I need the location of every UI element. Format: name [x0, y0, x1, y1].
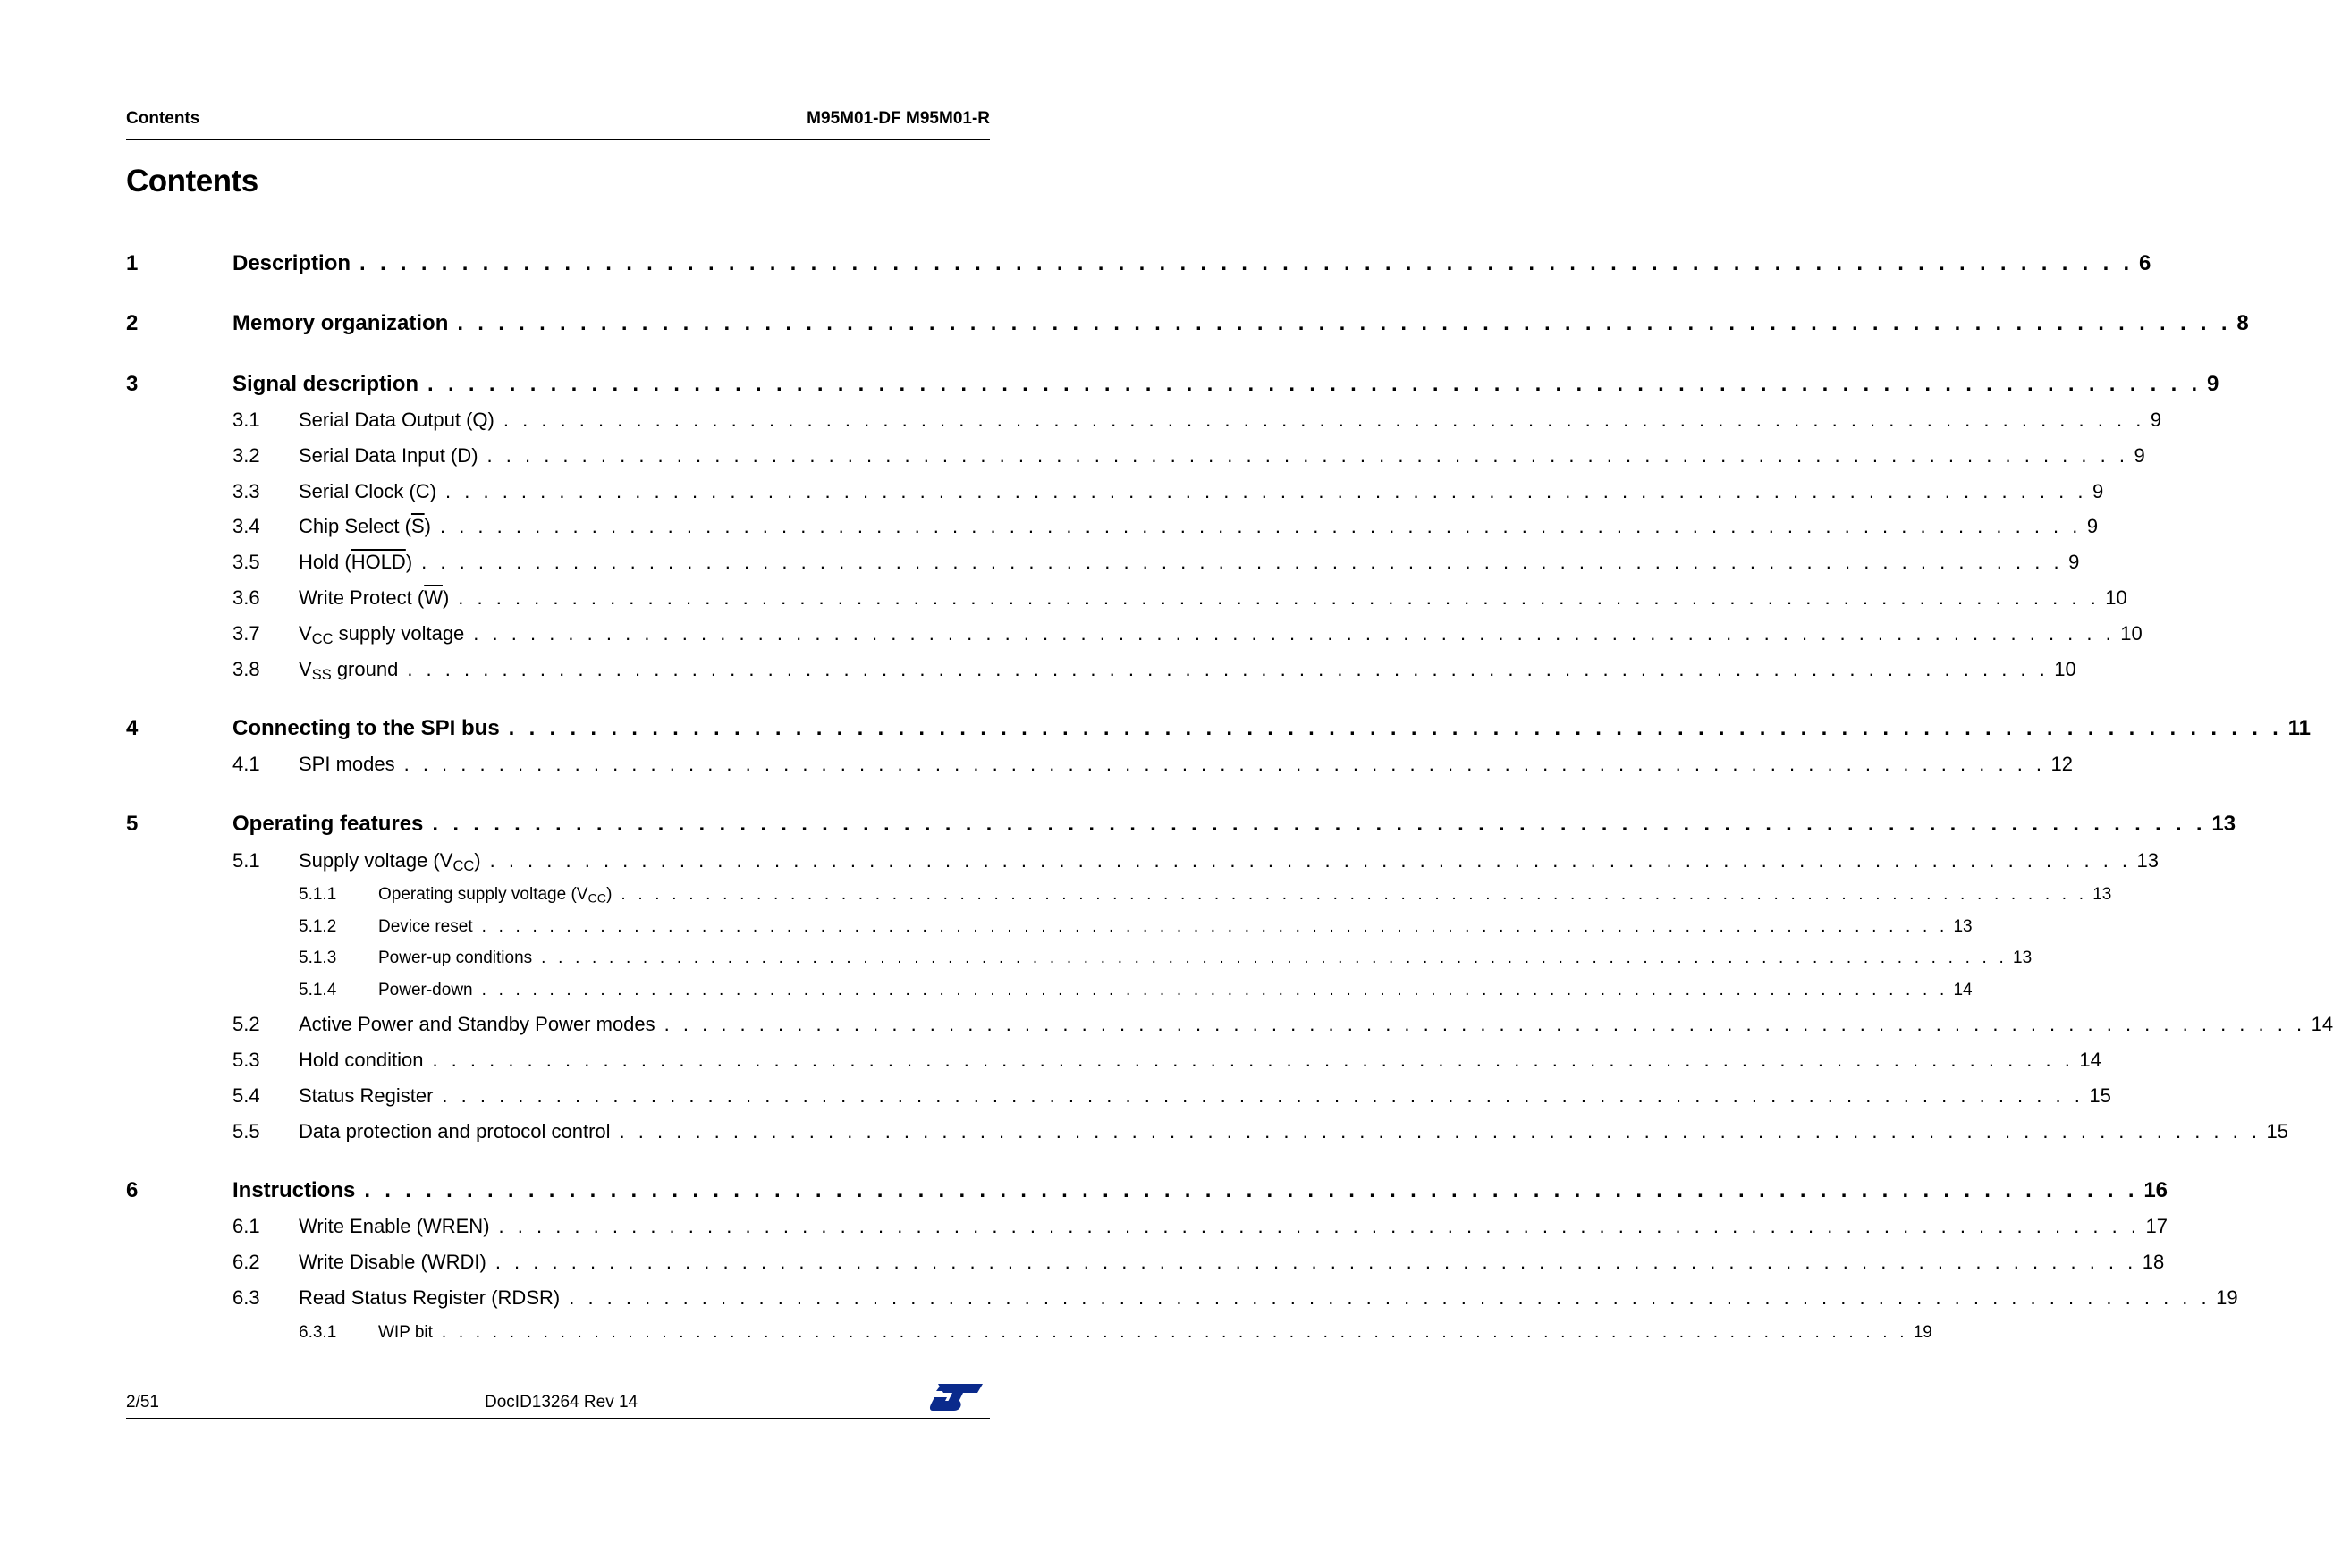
toc-entry-page: 14 [2079, 1049, 2101, 1071]
toc-entry-number: 2 [126, 311, 139, 335]
toc-leader-dots: . . . . . . . . . . . . . . . . . . . . . . . . . . . . . . . . . . . . . . . . . . . . . . . . . . . . . . . . . . . . . . . . . . . . . . . . . . . . . . . . . . . . . . . [619, 1120, 2261, 1142]
toc-entry-title: Serial Data Output (Q) [299, 409, 494, 431]
toc-entry[interactable] [126, 948, 2033, 968]
toc-leader-dots: . . . . . . . . . . . . . . . . . . . . . . . . . . . . . . . . . . . . . . . . . . . . . . . . . . . . . . . . . . . . . . . . . . . . . . . . . . . . . . . . . . . . . . . [458, 586, 2101, 609]
toc-entry[interactable] [126, 1084, 2111, 1108]
toc-entry-title: Hold (HOLD) [299, 551, 413, 573]
toc-leader-dots: . . . . . . . . . . . . . . . . . . . . . . . . . . . . . . . . . . . . . . . . . . . . . . . . . . . . . . . . . . . . . . . . . . . . . . . . . . . . . . . . . . . . . . . [486, 444, 2129, 467]
toc-entry-page: 15 [2266, 1120, 2288, 1142]
toc-entry[interactable] [126, 372, 2219, 397]
toc-entry-page: 9 [2150, 409, 2162, 431]
toc-entry-title: Serial Clock (C) [299, 480, 437, 502]
toc-leader-dots: . . . . . . . . . . . . . . . . . . . . . . . . . . . . . . . . . . . . . . . . . . . . . . . . . . . . . . . . . . . . . . . . . . . . . . . . . . . . . . . . . . . . . . . [494, 1251, 2137, 1273]
toc-entry-number: 6.3 [232, 1286, 260, 1309]
toc-entry[interactable] [126, 1120, 2288, 1143]
toc-entry-page: 9 [2086, 515, 2099, 537]
toc-entry-title: Operating features [232, 812, 424, 836]
toc-entry-title: Power-down [378, 981, 473, 999]
toc-entry-page: 14 [1953, 981, 1973, 999]
toc-entry-title: Write Protect $(\overline{W})$ [299, 586, 450, 609]
toc-entry-number: 4.1 [232, 753, 260, 775]
toc-leader-dots: . . . . . . . . . . . . . . . . . . . . . . . . . . . . . . . . . . . . . . . . . . . . . . . . . . . . . . . . . . . . . . . . . . . . . . . . . . . . . . . . . . . . . . . [481, 917, 1948, 936]
toc-leader-dots: . . . . . . . . . . . . . . . . . . . . . . . . . . . . . . . . . . . . . . . . . . . . . . . . . . . . . . . . . . . . . . . . . . . . . . . . . . . . . . . . . . . . . . . [439, 515, 2082, 537]
toc-entry-number: 5.1.4 [299, 981, 337, 999]
toc-entry-number: 3.1 [232, 409, 260, 431]
toc-entry[interactable] [126, 409, 2162, 432]
toc-entry[interactable] [126, 1323, 1932, 1343]
toc-entry-number: 3.2 [232, 444, 260, 467]
toc-entry-page: 6 [2139, 251, 2151, 275]
toc-leader-dots: . . . . . . . . . . . . . . . . . . . . . . . . . . . . . . . . . . . . . . . . . . . . . . . . . . . . . . . . . . . . . . . . . . . . . . . . . . . . . . . . . . . . . . . [664, 1013, 2306, 1035]
toc-entry-title: Instructions [232, 1178, 356, 1202]
toc-leader-dots: . . . . . . . . . . . . . . . . . . . . . . . . . . . . . . . . . . . . . . . . . . . . . . . . . . . . . . . . . . . . . . . . . . . . . . . . . . . . . . . . . . . . . . . [481, 981, 1948, 999]
toc-entry[interactable] [126, 1178, 2168, 1203]
toc-leader-dots: . . . . . . . . . . . . . . . . . . . . . . . . . . . . . . . . . . . . . . . . . . . . . . . . . . . . . . . . . . . . . . . . . . . . . . . . . . . . . . . . . . . . . . . [503, 409, 2145, 431]
toc-leader-dots: . . . . . . . . . . . . . . . . . . . . . . . . . . . . . . . . . . . . . . . . . . . . . . . . . . . . . . . . . . . . . . . . . . . . . . . . . . . . . . . . . . . . . . . [432, 1049, 2075, 1071]
toc-entry-title: Data protection and protocol control [299, 1120, 611, 1142]
toc-entry-page: 13 [2211, 812, 2236, 836]
toc-entry[interactable] [126, 515, 2099, 538]
toc-entry-page: 9 [2134, 444, 2145, 467]
toc-entry-title: WIP bit [378, 1323, 433, 1342]
toc-leader-dots: . . . . . . . . . . . . . . . . . . . . . . . . . . . . . . . . . . . . . . . . . . . . . . . . . . . . . . . . . . . . . . . . . . . . . . . . . . . . . . . . . . . . . . . [508, 716, 2283, 740]
toc-entry-number: 6.3.1 [299, 1323, 337, 1342]
toc-entry-number: 3.4 [232, 515, 260, 537]
toc-entry-page: 19 [1913, 1323, 1932, 1342]
toc-entry-number: 5.4 [232, 1084, 260, 1107]
toc-entry[interactable] [126, 658, 2076, 684]
page-number: 2/51 [126, 1393, 159, 1412]
toc-entry-title: Hold condition [299, 1049, 424, 1071]
toc-entry-page: 13 [2136, 849, 2160, 872]
toc-entry-number: 3.8 [232, 658, 260, 680]
toc-entry-title: Read Status Register (RDSR) [299, 1286, 561, 1309]
toc-entry-number: 3.7 [232, 622, 260, 645]
toc-entry-number: 6.2 [232, 1251, 260, 1273]
toc-entry-title: SPI modes [299, 753, 395, 775]
document-id: DocID13264 Rev 14 [485, 1393, 638, 1412]
toc-entry[interactable] [126, 586, 2127, 610]
toc-entry-page: 10 [2120, 622, 2143, 645]
toc-entry[interactable] [126, 753, 2074, 776]
toc-leader-dots: . . . . . . . . . . . . . . . . . . . . . . . . . . . . . . . . . . . . . . . . . . . . . . . . . . . . . . . . . . . . . . . . . . . . . . . . . . . . . . . . . . . . . . . [442, 1084, 2084, 1107]
toc-entry-page: 13 [2013, 948, 2033, 967]
table-of-contents [126, 0, 2333, 1568]
toc-entry[interactable] [126, 885, 2112, 906]
toc-leader-dots: . . . . . . . . . . . . . . . . . . . . . . . . . . . . . . . . . . . . . . . . . . . . . . . . . . . . . . . . . . . . . . . . . . . . . . . . . . . . . . . . . . . . . . . [569, 1286, 2211, 1309]
toc-entry-number: 3.5 [232, 551, 260, 573]
toc-entry-number: 3.3 [232, 480, 260, 502]
page-footer [126, 1387, 990, 1419]
header-document-title: M95M01-DF M95M01-R [807, 109, 990, 128]
toc-entry-title: $V_{CC}$ supply voltage [299, 622, 465, 648]
toc-entry-title: $V_{SS}$ ground [299, 658, 399, 684]
toc-leader-dots: . . . . . . . . . . . . . . . . . . . . . . . . . . . . . . . . . . . . . . . . . . . . . . . . . . . . . . . . . . . . . . . . . . . . . . . . . . . . . . . . . . . . . . . [364, 1178, 2139, 1202]
toc-leader-dots: . . . . . . . . . . . . . . . . . . . . . . . . . . . . . . . . . . . . . . . . . . . . . . . . . . . . . . . . . . . . . . . . . . . . . . . . . . . . . . . . . . . . . . . [441, 1323, 1908, 1342]
page-title: Contents [126, 164, 258, 198]
toc-entry-title: Connecting to the SPI bus [232, 716, 500, 740]
toc-entry-number: 5.1.1 [299, 885, 337, 904]
toc-leader-dots: . . . . . . . . . . . . . . . . . . . . . . . . . . . . . . . . . . . . . . . . . . . . . . . . . . . . . . . . . . . . . . . . . . . . . . . . . . . . . . . . . . . . . . . [473, 622, 2116, 645]
toc-entry-page: 16 [2143, 1178, 2168, 1202]
toc-entry[interactable] [126, 444, 2145, 468]
toc-leader-dots: . . . . . . . . . . . . . . . . . . . . . . . . . . . . . . . . . . . . . . . . . . . . . . . . . . . . . . . . . . . . . . . . . . . . . . . . . . . . . . . . . . . . . . . [421, 551, 2064, 573]
st-logo-icon [927, 1380, 985, 1414]
toc-entry-number: 5.1.2 [299, 917, 337, 936]
toc-entry-number: 6 [126, 1178, 139, 1202]
toc-entry-title: Serial Data Input (D) [299, 444, 478, 467]
toc-leader-dots: . . . . . . . . . . . . . . . . . . . . . . . . . . . . . . . . . . . . . . . . . . . . . . . . . . . . . . . . . . . . . . . . . . . . . . . . . . . . . . . . . . . . . . . [489, 849, 2132, 872]
toc-entry-page: 9 [2207, 372, 2219, 396]
toc-entry-page: 14 [2311, 1013, 2333, 1035]
toc-entry-title: Write Enable (WREN) [299, 1215, 490, 1237]
toc-entry[interactable] [126, 849, 2160, 875]
toc-leader-dots: . . . . . . . . . . . . . . . . . . . . . . . . . . . . . . . . . . . . . . . . . . . . . . . . . . . . . . . . . . . . . . . . . . . . . . . . . . . . . . . . . . . . . . . [457, 311, 2232, 335]
toc-leader-dots: . . . . . . . . . . . . . . . . . . . . . . . . . . . . . . . . . . . . . . . . . . . . . . . . . . . . . . . . . . . . . . . . . . . . . . . . . . . . . . . . . . . . . . . [403, 753, 2046, 775]
toc-entry[interactable] [126, 622, 2143, 648]
toc-entry-page: 13 [2092, 885, 2112, 904]
toc-leader-dots: . . . . . . . . . . . . . . . . . . . . . . . . . . . . . . . . . . . . . . . . . . . . . . . . . . . . . . . . . . . . . . . . . . . . . . . . . . . . . . . . . . . . . . . [498, 1215, 2141, 1237]
toc-entry-number: 4 [126, 716, 139, 740]
toc-entry-number: 3.6 [232, 586, 260, 609]
toc-entry-title: Power-up conditions [378, 948, 533, 967]
toc-entry[interactable] [126, 1013, 2333, 1036]
toc-entry-number: 5 [126, 812, 139, 836]
toc-leader-dots: . . . . . . . . . . . . . . . . . . . . . . . . . . . . . . . . . . . . . . . . . . . . . . . . . . . . . . . . . . . . . . . . . . . . . . . . . . . . . . . . . . . . . . . [407, 658, 2050, 680]
toc-entry-page: 10 [2105, 586, 2127, 609]
toc-entry-number: 5.2 [232, 1013, 260, 1035]
toc-entry-page: 17 [2145, 1215, 2168, 1237]
toc-entry-title: Memory organization [232, 311, 449, 335]
toc-entry[interactable] [126, 917, 1973, 937]
toc-leader-dots: . . . . . . . . . . . . . . . . . . . . . . . . . . . . . . . . . . . . . . . . . . . . . . . . . . . . . . . . . . . . . . . . . . . . . . . . . . . . . . . . . . . . . . . [432, 812, 2207, 836]
toc-entry[interactable] [126, 981, 1973, 1000]
toc-entry-page: 18 [2142, 1251, 2165, 1273]
toc-entry[interactable] [126, 1049, 2101, 1072]
toc-leader-dots: . . . . . . . . . . . . . . . . . . . . . . . . . . . . . . . . . . . . . . . . . . . . . . . . . . . . . . . . . . . . . . . . . . . . . . . . . . . . . . . . . . . . . . . [427, 372, 2202, 396]
toc-leader-dots: . . . . . . . . . . . . . . . . . . . . . . . . . . . . . . . . . . . . . . . . . . . . . . . . . . . . . . . . . . . . . . . . . . . . . . . . . . . . . . . . . . . . . . . [359, 251, 2134, 275]
toc-entry-page: 9 [2092, 480, 2104, 502]
toc-entry-page: 12 [2050, 753, 2074, 775]
toc-entry-title: Write Disable (WRDI) [299, 1251, 486, 1273]
toc-entry[interactable] [126, 311, 2249, 336]
toc-entry-title: Supply voltage $(V_{CC})$ [299, 849, 481, 875]
toc-entry-page: 9 [2068, 551, 2080, 573]
toc-entry-number: 5.5 [232, 1120, 260, 1142]
toc-entry[interactable] [126, 480, 2104, 503]
header-section-title: Contents [126, 109, 200, 128]
toc-entry-number: 5.3 [232, 1049, 260, 1071]
toc-entry-number: 6.1 [232, 1215, 260, 1237]
toc-entry-title: Status Register [299, 1084, 434, 1107]
toc-entry-page: 8 [2236, 311, 2249, 335]
toc-entry-number: 5.1 [232, 849, 260, 872]
toc-entry[interactable] [126, 716, 2312, 741]
toc-entry[interactable] [126, 1215, 2168, 1238]
toc-leader-dots: . . . . . . . . . . . . . . . . . . . . . . . . . . . . . . . . . . . . . . . . . . . . . . . . . . . . . . . . . . . . . . . . . . . . . . . . . . . . . . . . . . . . . . . [445, 480, 2087, 502]
toc-entry-title: Description [232, 251, 351, 275]
toc-leader-dots: . . . . . . . . . . . . . . . . . . . . . . . . . . . . . . . . . . . . . . . . . . . . . . . . . . . . . . . . . . . . . . . . . . . . . . . . . . . . . . . . . . . . . . . [541, 948, 2008, 967]
toc-entry[interactable] [126, 251, 2151, 276]
toc-entry-page: 13 [1953, 917, 1973, 936]
toc-entry-title: Device reset [378, 917, 473, 936]
toc-entry-page: 19 [2216, 1286, 2238, 1309]
toc-entry[interactable] [126, 1251, 2165, 1274]
toc-entry[interactable] [126, 1286, 2238, 1310]
toc-entry-title: Active Power and Standby Power modes [299, 1013, 655, 1035]
toc-entry-number: 3 [126, 372, 139, 396]
toc-entry-title: Signal description [232, 372, 419, 396]
toc-entry-page: 10 [2054, 658, 2076, 680]
toc-entry-number: 1 [126, 251, 139, 275]
toc-entry-number: 5.1.3 [299, 948, 337, 967]
toc-entry-page: 15 [2089, 1084, 2111, 1107]
toc-entry-title: Chip Select $(\overline{S})$ [299, 515, 431, 537]
toc-entry[interactable] [126, 551, 2080, 574]
toc-entry[interactable] [126, 812, 2236, 837]
toc-entry-page: 11 [2287, 716, 2312, 740]
toc-leader-dots: . . . . . . . . . . . . . . . . . . . . . . . . . . . . . . . . . . . . . . . . . . . . . . . . . . . . . . . . . . . . . . . . . . . . . . . . . . . . . . . . . . . . . . . [621, 885, 2088, 904]
toc-entry-title: Operating supply voltage $(V_{CC})$ [378, 885, 613, 906]
